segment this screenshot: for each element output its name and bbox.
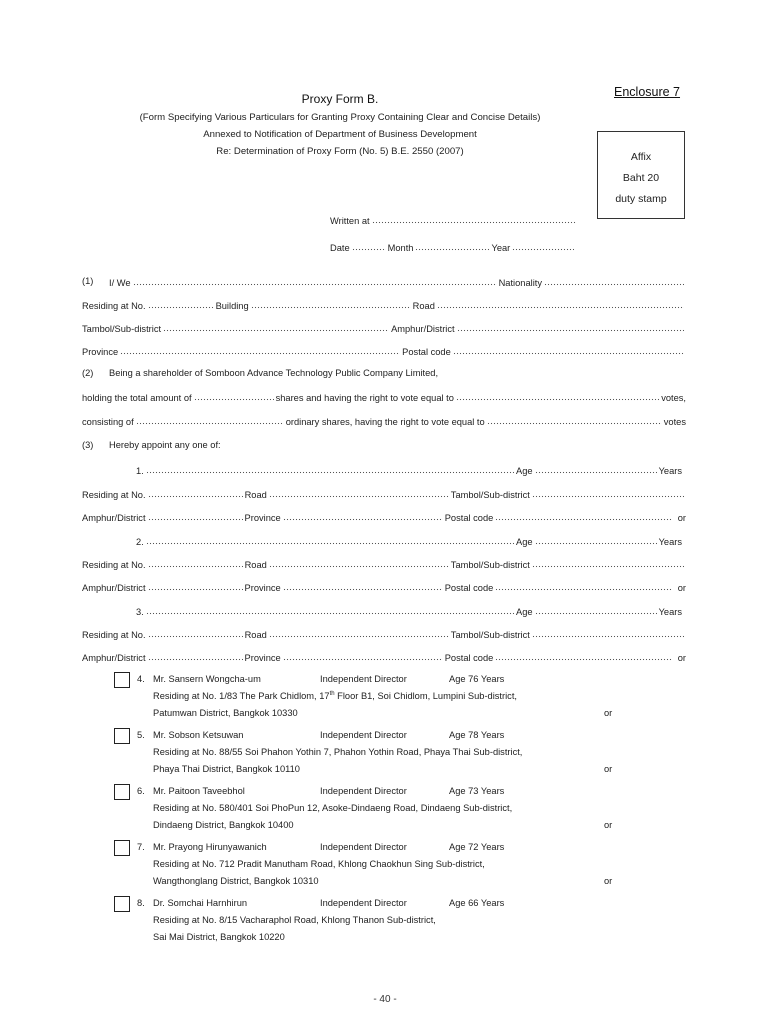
candidate-4-address-1-rest: Floor B1, Soi Chidlom, Lumpini Sub-district, — [334, 691, 517, 702]
proxy-1-years-label: Years — [658, 466, 682, 476]
ordinary-votes-blank[interactable] — [487, 422, 662, 425]
candidate-6-name: Mr. Paitoon Taveebhol — [153, 786, 245, 796]
proxy-3-province-blank[interactable] — [283, 658, 443, 661]
candidate-4-checkbox[interactable] — [114, 672, 130, 688]
proxy-3-residing-label: Residing at No. — [82, 630, 146, 640]
road-blank[interactable] — [437, 306, 684, 309]
section-2-number: (2) — [82, 368, 94, 378]
written-at-line[interactable] — [330, 212, 578, 226]
name-nationality-line[interactable] — [109, 274, 686, 288]
proxy-3-years-label: Years — [658, 607, 682, 617]
candidate-5-position: Independent Director — [320, 730, 407, 740]
proxy-1-tambol-label: Tambol/Sub-district — [450, 490, 530, 500]
date-line[interactable] — [330, 239, 576, 253]
proxy-2-name-blank[interactable] — [146, 542, 514, 545]
written-at-blank[interactable] — [372, 221, 576, 224]
proxy-1-name-line[interactable] — [136, 462, 682, 476]
written-at-label: Written at — [330, 216, 370, 226]
shares-vote-label: shares and having the right to vote equal to — [275, 393, 454, 403]
candidate-4-address-1-sup: th — [329, 691, 335, 697]
nationality-label: Nationality — [498, 278, 542, 288]
date-label: Date — [330, 243, 350, 253]
total-votes-blank[interactable] — [456, 398, 659, 401]
candidate-6-number: 6. — [137, 786, 145, 796]
ordinary-shares-blank[interactable] — [136, 422, 284, 425]
candidate-5-or: or — [604, 764, 613, 774]
proxy-3-postal-label: Postal code — [444, 653, 494, 663]
proxy-2-age-blank[interactable] — [535, 542, 657, 545]
tambol-label: Tambol/Sub-district — [82, 324, 162, 334]
holding-label: holding the total amount of — [82, 393, 192, 403]
proxy-2-house-blank[interactable] — [148, 565, 243, 568]
proxy-2-number: 2. — [136, 537, 144, 547]
candidate-6-position: Independent Director — [320, 786, 407, 796]
candidate-6-checkbox[interactable] — [114, 784, 130, 800]
candidate-4-address-2: Patumwan District, Bangkok 10330 — [153, 708, 298, 718]
nationality-blank[interactable] — [544, 283, 684, 286]
proxy-1-tambol-blank[interactable] — [532, 495, 684, 498]
proxy-2-postal-blank[interactable] — [495, 588, 671, 591]
candidate-4-address-1-main: Residing at No. 1/83 The Park Chidlom, 17 — [153, 691, 330, 702]
proxy-2-or: or — [677, 583, 686, 593]
candidate-4-or: or — [604, 708, 613, 718]
proxy-2-postal-label: Postal code — [444, 583, 494, 593]
candidate-8-position: Independent Director — [320, 898, 407, 908]
proxy-3-house-blank[interactable] — [148, 635, 243, 638]
proxy-3-road-blank[interactable] — [269, 635, 449, 638]
house-number-blank[interactable] — [148, 306, 214, 309]
votes-end-label: votes — [663, 417, 686, 427]
proxy-1-amphur-blank[interactable] — [148, 518, 243, 521]
ordinary-label: ordinary shares, having the right to vote equal to — [285, 417, 485, 427]
candidate-7-number: 7. — [137, 842, 145, 852]
candidate-8 — [114, 898, 694, 948]
proxy-1-province-label: Province — [244, 513, 281, 523]
candidate-7-checkbox[interactable] — [114, 840, 130, 856]
iwe-label: I/ We — [109, 278, 131, 288]
proxy-2-amphur-label: Amphur/District — [82, 583, 146, 593]
tambol-blank[interactable] — [163, 329, 389, 332]
candidate-6-address-2: Dindaeng District, Bangkok 10400 — [153, 820, 294, 830]
section-3-number: (3) — [82, 440, 94, 450]
proxy-3-name-blank[interactable] — [146, 612, 514, 615]
proxy-3-number: 3. — [136, 607, 144, 617]
proxy-2-tambol-blank[interactable] — [532, 565, 684, 568]
proxy-3-postal-blank[interactable] — [495, 658, 671, 661]
candidate-6-age: Age 73 Years — [449, 786, 505, 796]
candidate-7-or: or — [604, 876, 613, 886]
province-label: Province — [82, 347, 119, 357]
candidate-7-position: Independent Director — [320, 842, 407, 852]
candidate-5-checkbox[interactable] — [114, 728, 130, 744]
residence-line[interactable] — [82, 297, 686, 311]
proxy-1-district-line[interactable] — [82, 509, 686, 523]
form-subtitle-2: Annexed to Notification of Department of Business Development — [203, 129, 477, 140]
proxy-2-road-label: Road — [244, 560, 267, 570]
candidate-5-age: Age 78 Years — [449, 730, 505, 740]
candidate-6-or: or — [604, 820, 613, 830]
proxy-3-age-blank[interactable] — [535, 612, 657, 615]
proxy-3-province-label: Province — [244, 653, 281, 663]
consisting-line[interactable] — [82, 413, 686, 427]
proxy-3-amphur-blank[interactable] — [148, 658, 243, 661]
candidate-7-age: Age 72 Years — [449, 842, 505, 852]
proxy-2-name-line[interactable] — [136, 533, 682, 547]
year-label: Year — [491, 243, 511, 253]
name-blank[interactable] — [133, 283, 497, 286]
candidate-5-number: 5. — [137, 730, 145, 740]
stamp-line-3: duty stamp — [615, 193, 667, 205]
candidate-5-name: Mr. Sobson Ketsuwan — [153, 730, 244, 740]
proxy-2-address-line[interactable] — [82, 556, 686, 570]
date-blank[interactable] — [352, 248, 386, 251]
proxy-1-province-blank[interactable] — [283, 518, 443, 521]
proxy-2-years-label: Years — [658, 537, 682, 547]
proxy-2-road-blank[interactable] — [269, 565, 449, 568]
proxy-1-residing-label: Residing at No. — [82, 490, 146, 500]
province-postal-line[interactable] — [82, 343, 686, 357]
proxy-3-tambol-blank[interactable] — [532, 635, 684, 638]
candidate-5-address-2: Phaya Thai District, Bangkok 10110 — [153, 764, 300, 774]
candidate-4-age: Age 76 Years — [449, 674, 505, 684]
proxy-2-province-blank[interactable] — [283, 588, 443, 591]
proxy-2-tambol-label: Tambol/Sub-district — [450, 560, 530, 570]
candidate-7-name: Mr. Prayong Hirunyawanich — [153, 842, 267, 852]
candidate-4-name: Mr. Sansern Wongcha-um — [153, 674, 261, 684]
candidate-7 — [114, 842, 694, 892]
month-label: Month — [387, 243, 414, 253]
proxy-2-province-label: Province — [244, 583, 281, 593]
proxy-1-age-blank[interactable] — [535, 471, 657, 474]
province-blank[interactable] — [120, 352, 400, 355]
proxy-1-number: 1. — [136, 466, 144, 476]
proxy-3-amphur-label: Amphur/District — [82, 653, 146, 663]
holding-line[interactable] — [82, 389, 686, 403]
candidate-5-address-1: Residing at No. 88/55 Soi Phahon Yothin 7, Phahon Yothin Road, Phaya Thai Sub-district, — [153, 747, 523, 757]
appoint-statement: Hereby appoint any one of: — [109, 440, 221, 450]
proxy-3-age-label: Age — [516, 607, 533, 617]
proxy-1-postal-blank[interactable] — [495, 518, 671, 521]
candidate-4-address-1 — [153, 691, 517, 701]
building-blank[interactable] — [251, 306, 411, 309]
stamp-line-1: Affix — [630, 151, 652, 163]
proxy-3-district-line[interactable] — [82, 649, 686, 663]
consisting-label: consisting of — [82, 417, 134, 427]
proxy-1-name-blank[interactable] — [146, 471, 514, 474]
candidate-8-address-1: Residing at No. 8/15 Vacharaphol Road, Khlong Thanon Sub-district, — [153, 915, 436, 925]
proxy-2-residing-label: Residing at No. — [82, 560, 146, 570]
building-label: Building — [215, 301, 249, 311]
proxy-3-address-line[interactable] — [82, 626, 686, 640]
postal-code-label: Postal code — [402, 347, 451, 357]
proxy-1-or: or — [677, 513, 686, 523]
proxy-1-amphur-label: Amphur/District — [82, 513, 146, 523]
amphur-label: Amphur/District — [391, 324, 455, 334]
proxy-2-district-line[interactable] — [82, 579, 686, 593]
candidate-6-address-1: Residing at No. 580/401 Soi PhoPun 12, Asoke-Dindaeng Road, Dindaeng Sub-district, — [153, 803, 513, 813]
form-subtitle-1: (Form Specifying Various Particulars for Granting Proxy Containing Clear and Concise Details) — [139, 112, 541, 123]
votes-label: votes, — [661, 393, 686, 403]
tambol-amphur-line[interactable] — [82, 320, 686, 334]
candidate-8-address-2: Sai Mai District, Bangkok 10220 — [153, 932, 285, 942]
proxy-1-postal-label: Postal code — [444, 513, 494, 523]
amphur-blank[interactable] — [457, 329, 684, 332]
proxy-2-amphur-blank[interactable] — [148, 588, 243, 591]
enclosure-label: Enclosure 7 — [614, 85, 681, 99]
year-blank[interactable] — [512, 248, 574, 251]
candidate-7-address-1: Residing at No. 712 Pradit Manutham Road, Khlong Chaokhun Sing Sub-district, — [153, 859, 485, 869]
candidate-8-number: 8. — [137, 898, 145, 908]
duty-stamp-box — [597, 131, 685, 219]
candidate-7-address-2: Wangthonglang District, Bangkok 10310 — [153, 876, 319, 886]
proxy-1-age-label: Age — [516, 466, 533, 476]
candidate-5 — [114, 730, 694, 780]
form-title: Proxy Form B. — [301, 92, 379, 106]
road-label: Road — [412, 301, 435, 311]
candidate-4-number: 4. — [137, 674, 145, 684]
candidate-4-position: Independent Director — [320, 674, 407, 684]
proxy-1-road-label: Road — [244, 490, 267, 500]
stamp-line-2: Baht 20 — [622, 172, 660, 184]
residing-label: Residing at No. — [82, 301, 146, 311]
form-subtitle-3: Re: Determination of Proxy Form (No. 5) B.E. 2550 (2007) — [216, 146, 464, 157]
total-shares-blank[interactable] — [194, 398, 274, 401]
proxy-3-road-label: Road — [244, 630, 267, 640]
candidate-6 — [114, 786, 694, 836]
proxy-3-tambol-label: Tambol/Sub-district — [450, 630, 530, 640]
candidate-8-checkbox[interactable] — [114, 896, 130, 912]
proxy-1-road-blank[interactable] — [269, 495, 449, 498]
candidate-4 — [114, 674, 694, 724]
candidate-8-age: Age 66 Years — [449, 898, 505, 908]
postal-code-blank[interactable] — [453, 352, 684, 355]
proxy-2-age-label: Age — [516, 537, 533, 547]
proxy-1-house-blank[interactable] — [148, 495, 243, 498]
candidate-8-name: Dr. Somchai Harnhirun — [153, 898, 248, 908]
page-number: - 40 - — [373, 994, 397, 1005]
proxy-3-or: or — [677, 653, 686, 663]
proxy-3-name-line[interactable] — [136, 603, 682, 617]
section-1-number: (1) — [82, 276, 94, 286]
proxy-1-address-line[interactable] — [82, 486, 686, 500]
month-blank[interactable] — [415, 248, 489, 251]
shareholder-statement: Being a shareholder of Somboon Advance Technology Public Company Limited, — [109, 368, 439, 378]
